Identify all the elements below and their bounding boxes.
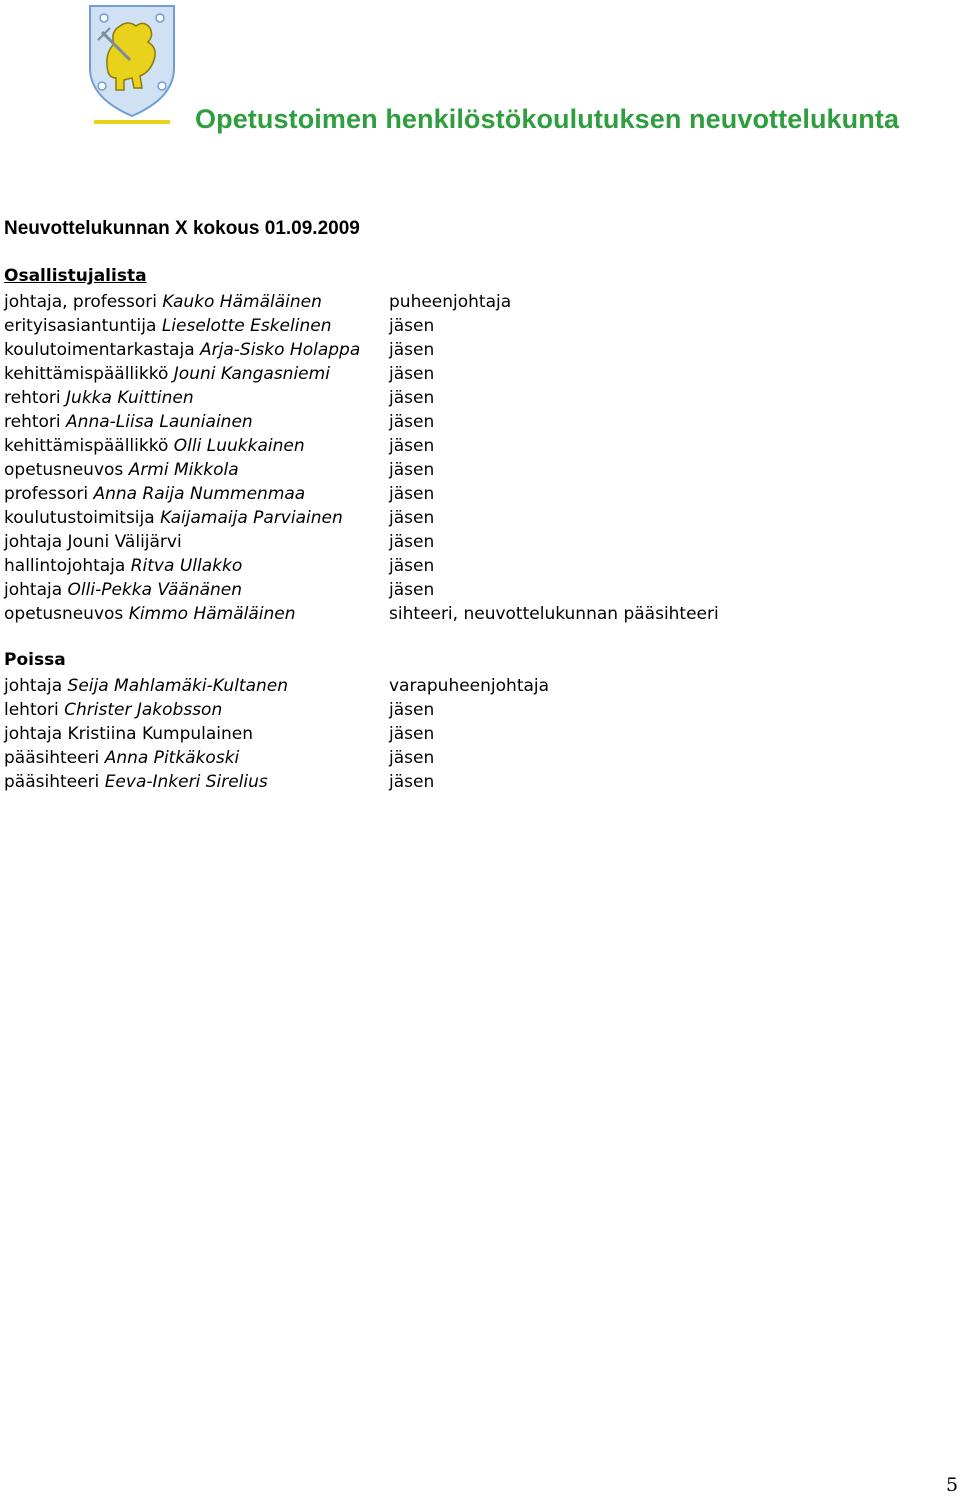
absent-title: lehtori xyxy=(4,700,65,720)
participant-person xyxy=(4,290,322,314)
participant-role: jäsen xyxy=(389,340,435,360)
participant-person xyxy=(4,506,343,530)
participant-name: Lieselotte Eskelinen xyxy=(161,316,332,336)
participant-name: Kimmo Hämäläinen xyxy=(128,604,296,624)
participant-role: puheenjohtaja xyxy=(389,292,512,312)
participant-person xyxy=(4,482,305,506)
participant-name: Ritva Ullakko xyxy=(130,556,243,576)
participant-role: jäsen xyxy=(389,508,435,528)
participant-name: Arja-Sisko Holappa xyxy=(200,340,361,360)
absent-role: jäsen xyxy=(389,748,435,768)
participant-role: jäsen xyxy=(389,532,435,552)
participant-person xyxy=(4,602,296,626)
participant-title: hallintojohtaja xyxy=(4,556,131,576)
participant-role: jäsen xyxy=(389,460,435,480)
participant-role: jäsen xyxy=(389,436,435,456)
participant-name: Olli-Pekka Väänänen xyxy=(67,580,243,600)
participant-role: sihteeri, neuvottelukunnan pääsihteeri xyxy=(389,604,719,624)
participant-title: professori xyxy=(4,484,94,504)
absent-name: Christer Jakobsson xyxy=(64,700,223,720)
absent-role: jäsen xyxy=(389,772,435,792)
absent-name: Eeva-Inkeri Sirelius xyxy=(104,772,268,792)
coat-of-arms-logo-icon xyxy=(84,2,180,126)
absent-person xyxy=(4,770,268,794)
participant-role: jäsen xyxy=(389,364,435,384)
participant-person xyxy=(4,314,331,338)
participant-person xyxy=(4,434,305,458)
participant-title: kehittämispäällikkö xyxy=(4,436,174,456)
participant-person xyxy=(4,338,360,362)
participant-title: koulutustoimitsija xyxy=(4,508,161,528)
absent-role: varapuheenjohtaja xyxy=(389,676,550,696)
participant-role: jäsen xyxy=(389,316,435,336)
participant-title: johtaja, professori xyxy=(4,292,163,312)
participant-person xyxy=(4,458,239,482)
page-number: 5 xyxy=(946,1474,959,1496)
absent-title: pääsihteeri xyxy=(4,772,105,792)
absent-title: pääsihteeri xyxy=(4,748,105,768)
participant-name: Olli Luukkainen xyxy=(173,436,305,456)
absent-title: johtaja Kristiina Kumpulainen xyxy=(4,724,254,744)
participant-title: opetusneuvos xyxy=(4,460,129,480)
participant-name: Kaijamaija Parviainen xyxy=(160,508,343,528)
participant-name: Jukka Kuittinen xyxy=(66,388,194,408)
participant-role: jäsen xyxy=(389,556,435,576)
participant-title: rehtori xyxy=(4,412,67,432)
participant-person xyxy=(4,386,194,410)
participant-role: jäsen xyxy=(389,388,435,408)
participant-name: Anna Raija Nummenmaa xyxy=(93,484,306,504)
participant-person xyxy=(4,554,242,578)
participant-role: jäsen xyxy=(389,580,435,600)
participant-person xyxy=(4,362,330,386)
participant-title: erityisasiantuntija xyxy=(4,316,162,336)
absent-person xyxy=(4,746,239,770)
absent-name: Anna Pitkäkoski xyxy=(104,748,240,768)
participants-heading: Osallistujalista xyxy=(4,266,147,286)
participant-title: johtaja Jouni Välijärvi xyxy=(4,532,182,552)
absent-heading: Poissa xyxy=(4,650,66,670)
absent-person xyxy=(4,674,288,698)
participant-name: Kauko Hämäläinen xyxy=(162,292,322,312)
participant-person xyxy=(4,530,182,554)
participant-title: johtaja xyxy=(4,580,68,600)
participant-title: kehittämispäällikkö xyxy=(4,364,174,384)
participant-title: opetusneuvos xyxy=(4,604,129,624)
absent-name: Seija Mahlamäki-Kultanen xyxy=(67,676,289,696)
participant-name: Armi Mikkola xyxy=(128,460,239,480)
participant-person xyxy=(4,410,253,434)
absent-person xyxy=(4,698,222,722)
participant-title: rehtori xyxy=(4,388,67,408)
organization-title: Opetustoimen henkilöstökoulutuksen neuvottelukunta xyxy=(195,104,900,134)
meeting-title: Neuvottelukunnan X kokous 01.09.2009 xyxy=(4,218,360,239)
absent-role: jäsen xyxy=(389,700,435,720)
participant-role: jäsen xyxy=(389,412,435,432)
absent-title: johtaja xyxy=(4,676,68,696)
participant-title: koulutoimentarkastaja xyxy=(4,340,201,360)
participant-name: Jouni Kangasniemi xyxy=(173,364,330,384)
absent-role: jäsen xyxy=(389,724,435,744)
absent-person xyxy=(4,722,253,746)
participant-role: jäsen xyxy=(389,484,435,504)
participant-person xyxy=(4,578,242,602)
participant-name: Anna-Liisa Launiainen xyxy=(66,412,253,432)
